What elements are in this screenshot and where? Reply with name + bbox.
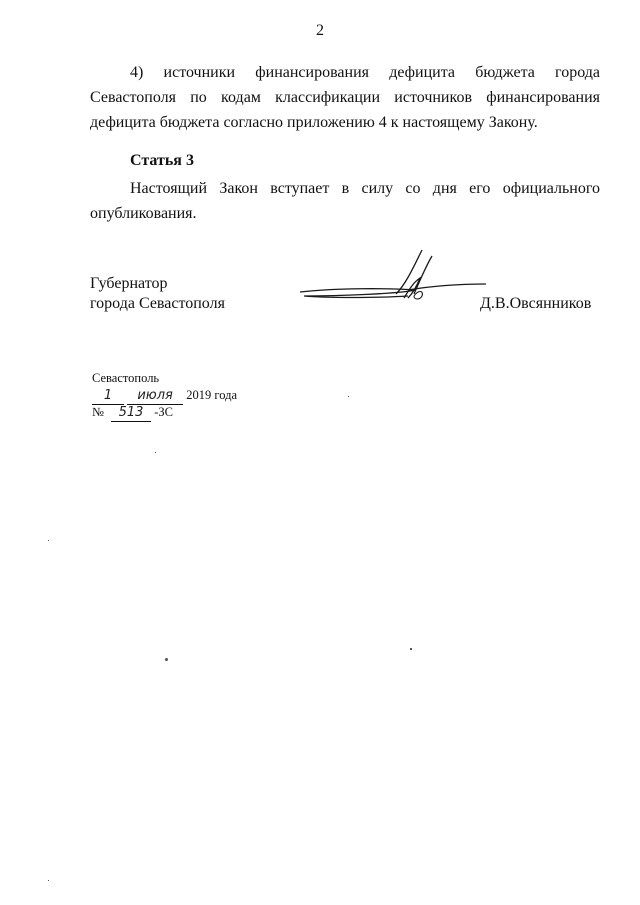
law-metadata (92, 370, 237, 421)
handwritten-day: 1 (92, 387, 124, 405)
number-prefix: № (92, 405, 104, 419)
item-4-paragraph: 4) источники финансирования дефицита бюджета города Севастополя по кодам классификации источников финансирования дефицита бюджета согласно приложению 4 к настоящему Закону. (90, 64, 600, 131)
year-text: 2019 года (186, 388, 237, 402)
handwritten-number: 513 (111, 404, 151, 422)
signer-title-line1: Губернатор (90, 275, 168, 292)
scan-speck (48, 880, 49, 881)
city-line: Севастополь (92, 371, 160, 385)
signer-title-line2: города Севастополя (90, 295, 225, 312)
signer-name: Д.В.Овсянников (480, 295, 592, 312)
number-suffix: -ЗС (154, 405, 173, 419)
handwritten-signature (296, 244, 496, 304)
page-number: 2 (316, 22, 324, 39)
date-line (92, 387, 237, 404)
number-line (92, 404, 237, 421)
scan-speck (48, 540, 49, 541)
handwritten-month: июля (127, 387, 183, 405)
signer-title (90, 274, 225, 314)
scan-speck (165, 658, 168, 661)
scan-speck (155, 452, 156, 453)
scan-speck (410, 648, 412, 650)
article-heading: Статья 3 (130, 152, 194, 169)
article-3-paragraph: Настоящий Закон вступает в силу со дня его официального опубликования. (90, 180, 600, 222)
scan-speck (348, 396, 349, 397)
